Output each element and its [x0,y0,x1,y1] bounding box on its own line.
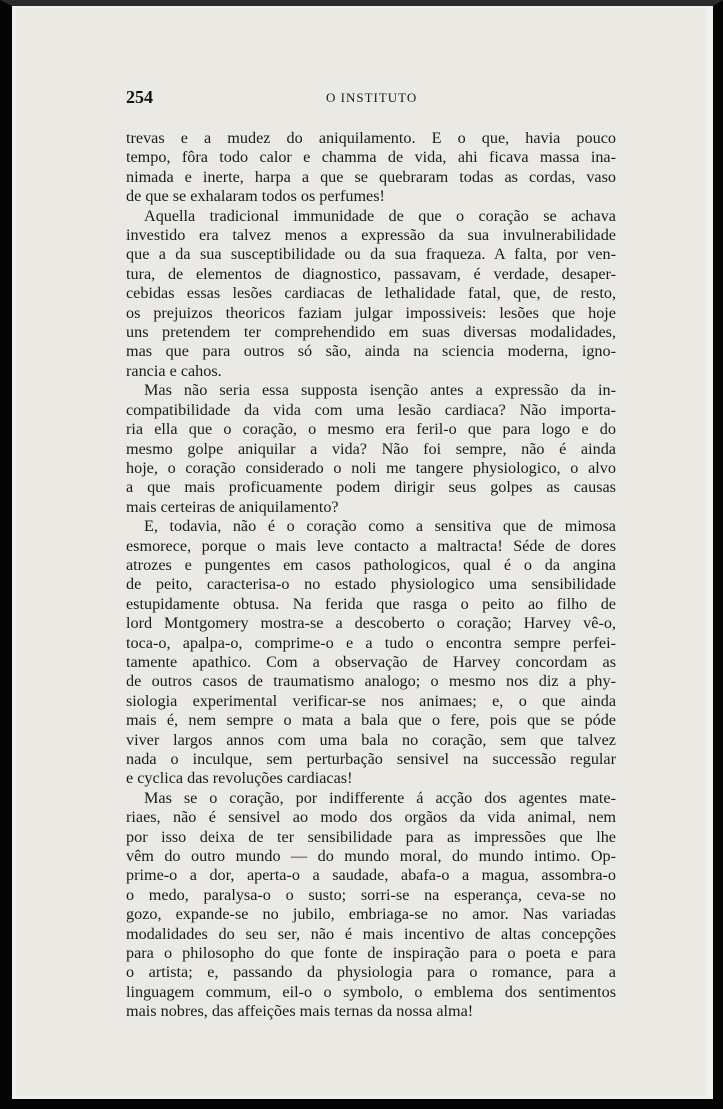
text-line: lord Montgomery mostra-se a descoberto o coração; Harvey vê-o, [126,614,616,633]
text-line: mais certeiras de aniquilamento? [126,497,339,516]
text-line: toca-o, apalpa-o, comprime-o e a tudo o encontra sempre perfei- [126,633,616,652]
page-header [126,84,616,110]
text-line: e cyclica das revoluções cardiacas! [126,769,353,788]
paragraph [126,517,616,789]
paragraph [126,789,616,1022]
paragraph [126,129,616,207]
text-line: siologia experimental verificar-se nos animaes; e, o que ainda [126,691,616,710]
text-line: Mas se o coração, por indifferente á acção dos agentes mate- [144,788,616,807]
text-line: para o philosopho do que fonte de inspiração para o poeta e para [126,944,616,963]
text-line: mesmo golpe aniquilar a vida? Não foi sempre, não é ainda [126,439,616,458]
text-line: o artista; e, passando da physiologia para o romance, para a [126,963,616,982]
text-line: atrozes e pungentes em casos pathologicos, qual é o da angina [126,555,616,574]
text-line: por isso deixa de ter sensibilidade para as impressões que lhe [126,827,616,846]
running-title: O INSTITUTO [326,90,418,105]
paragraph [126,381,616,517]
text-line: os prejuizos theoricos faziam julgar impossiveis: lesões que hoje [126,303,616,322]
text-line: tura, de elementos de diagnostico, passavam, é verdade, desaper- [126,264,616,283]
text-line: nada o inculque, sem perturbação sensivel na successão regular [126,750,616,768]
text-line: Mas não seria essa supposta isenção antes a expressão da in- [144,381,616,400]
text-line: tempo, fôra todo calor e chamma de vida, ahi ficava massa ina- [126,148,616,167]
text-line: esmorece, porque o mais leve contacto a maltracta! Séde de dores [126,536,616,555]
body-text [126,129,616,1022]
text-line: trevas e a mudez do aniquilamento. E o que, havia pouco [126,129,616,147]
text-line: modalidades do seu ser, não é mais incentivo de altas concepções [126,924,616,943]
text-line: mais é, nem sempre o mata a bala que o fere, pois que se póde [126,711,616,730]
text-line: tamente apathico. Com a observação de Harvey concordam as [126,652,616,671]
text-line: gozo, expande-se no jubilo, embriaga-se no amor. Nas variadas [126,905,616,924]
text-line: nimada e inerte, harpa a que se quebraram todas as cordas, vaso [126,167,616,186]
text-line: rancia e cahos. [126,361,222,380]
text-line: o medo, paralysa-o o susto; sorri-se na esperança, ceva-se no [126,885,616,904]
page-number: 254 [126,87,153,107]
text-line: que a da sua susceptibilidade ou da sua fraqueza. A falta, por ven- [126,245,616,264]
text-line: estupidamente obtusa. Na ferida que rasga o peito ao filho de [126,594,616,613]
text-line: mas que para outros só são, ainda na sciencia moderna, igno- [126,342,616,361]
text-line: a que mais proficuamente podem dirigir seus golpes as causas [126,478,616,497]
text-line: Aquella tradicional immunidade de que o coração se achava [144,206,616,225]
text-line: de que se exhalaram todos os perfumes! [126,187,385,206]
text-line: uns pretendem ter comprehendido em suas diversas modalidades, [126,323,616,342]
text-line: cebidas essas lesões cardiacas de lethalidade fatal, que, de resto, [126,284,616,303]
text-line: linguagem commum, eil-o o symbolo, o emblema dos sentimentos [126,982,616,1001]
text-line: E, todavia, não é o coração como a sensitiva que de mimosa [144,517,616,536]
text-line: compatibilidade da vida com uma lesão cardiaca? Não importa- [126,400,616,419]
text-line: mais nobres, das affeições mais ternas da nossa alma! [126,1002,474,1021]
text-line: de outros casos de traumatismo analogo; o mesmo nos diz a phy- [126,672,616,691]
paragraph [126,207,616,382]
text-line: prime-o a dor, aperta-o a saudade, abafa-o a magua, assombra-o [126,866,616,885]
text-line: ria ella que o coração, o mesmo era feril-o que para logo e do [126,420,616,439]
text-line: riaes, não é sensivel ao modo dos orgãos da vida animal, nem [126,808,616,827]
text-line: viver largos annos com uma bala no coração, sem que talvez [126,730,616,749]
text-line: hoje, o coração considerado o noli me tangere physiologico, o alvo [126,458,616,477]
text-line: vêm do outro mundo — do mundo moral, do mundo intimo. Op- [126,847,616,866]
text-line: investido era talvez menos a expressão da sua invulnerabilidade [126,226,616,245]
text-line: de peito, caracterisa-o no estado physiologico uma sensibilidade [126,575,616,594]
